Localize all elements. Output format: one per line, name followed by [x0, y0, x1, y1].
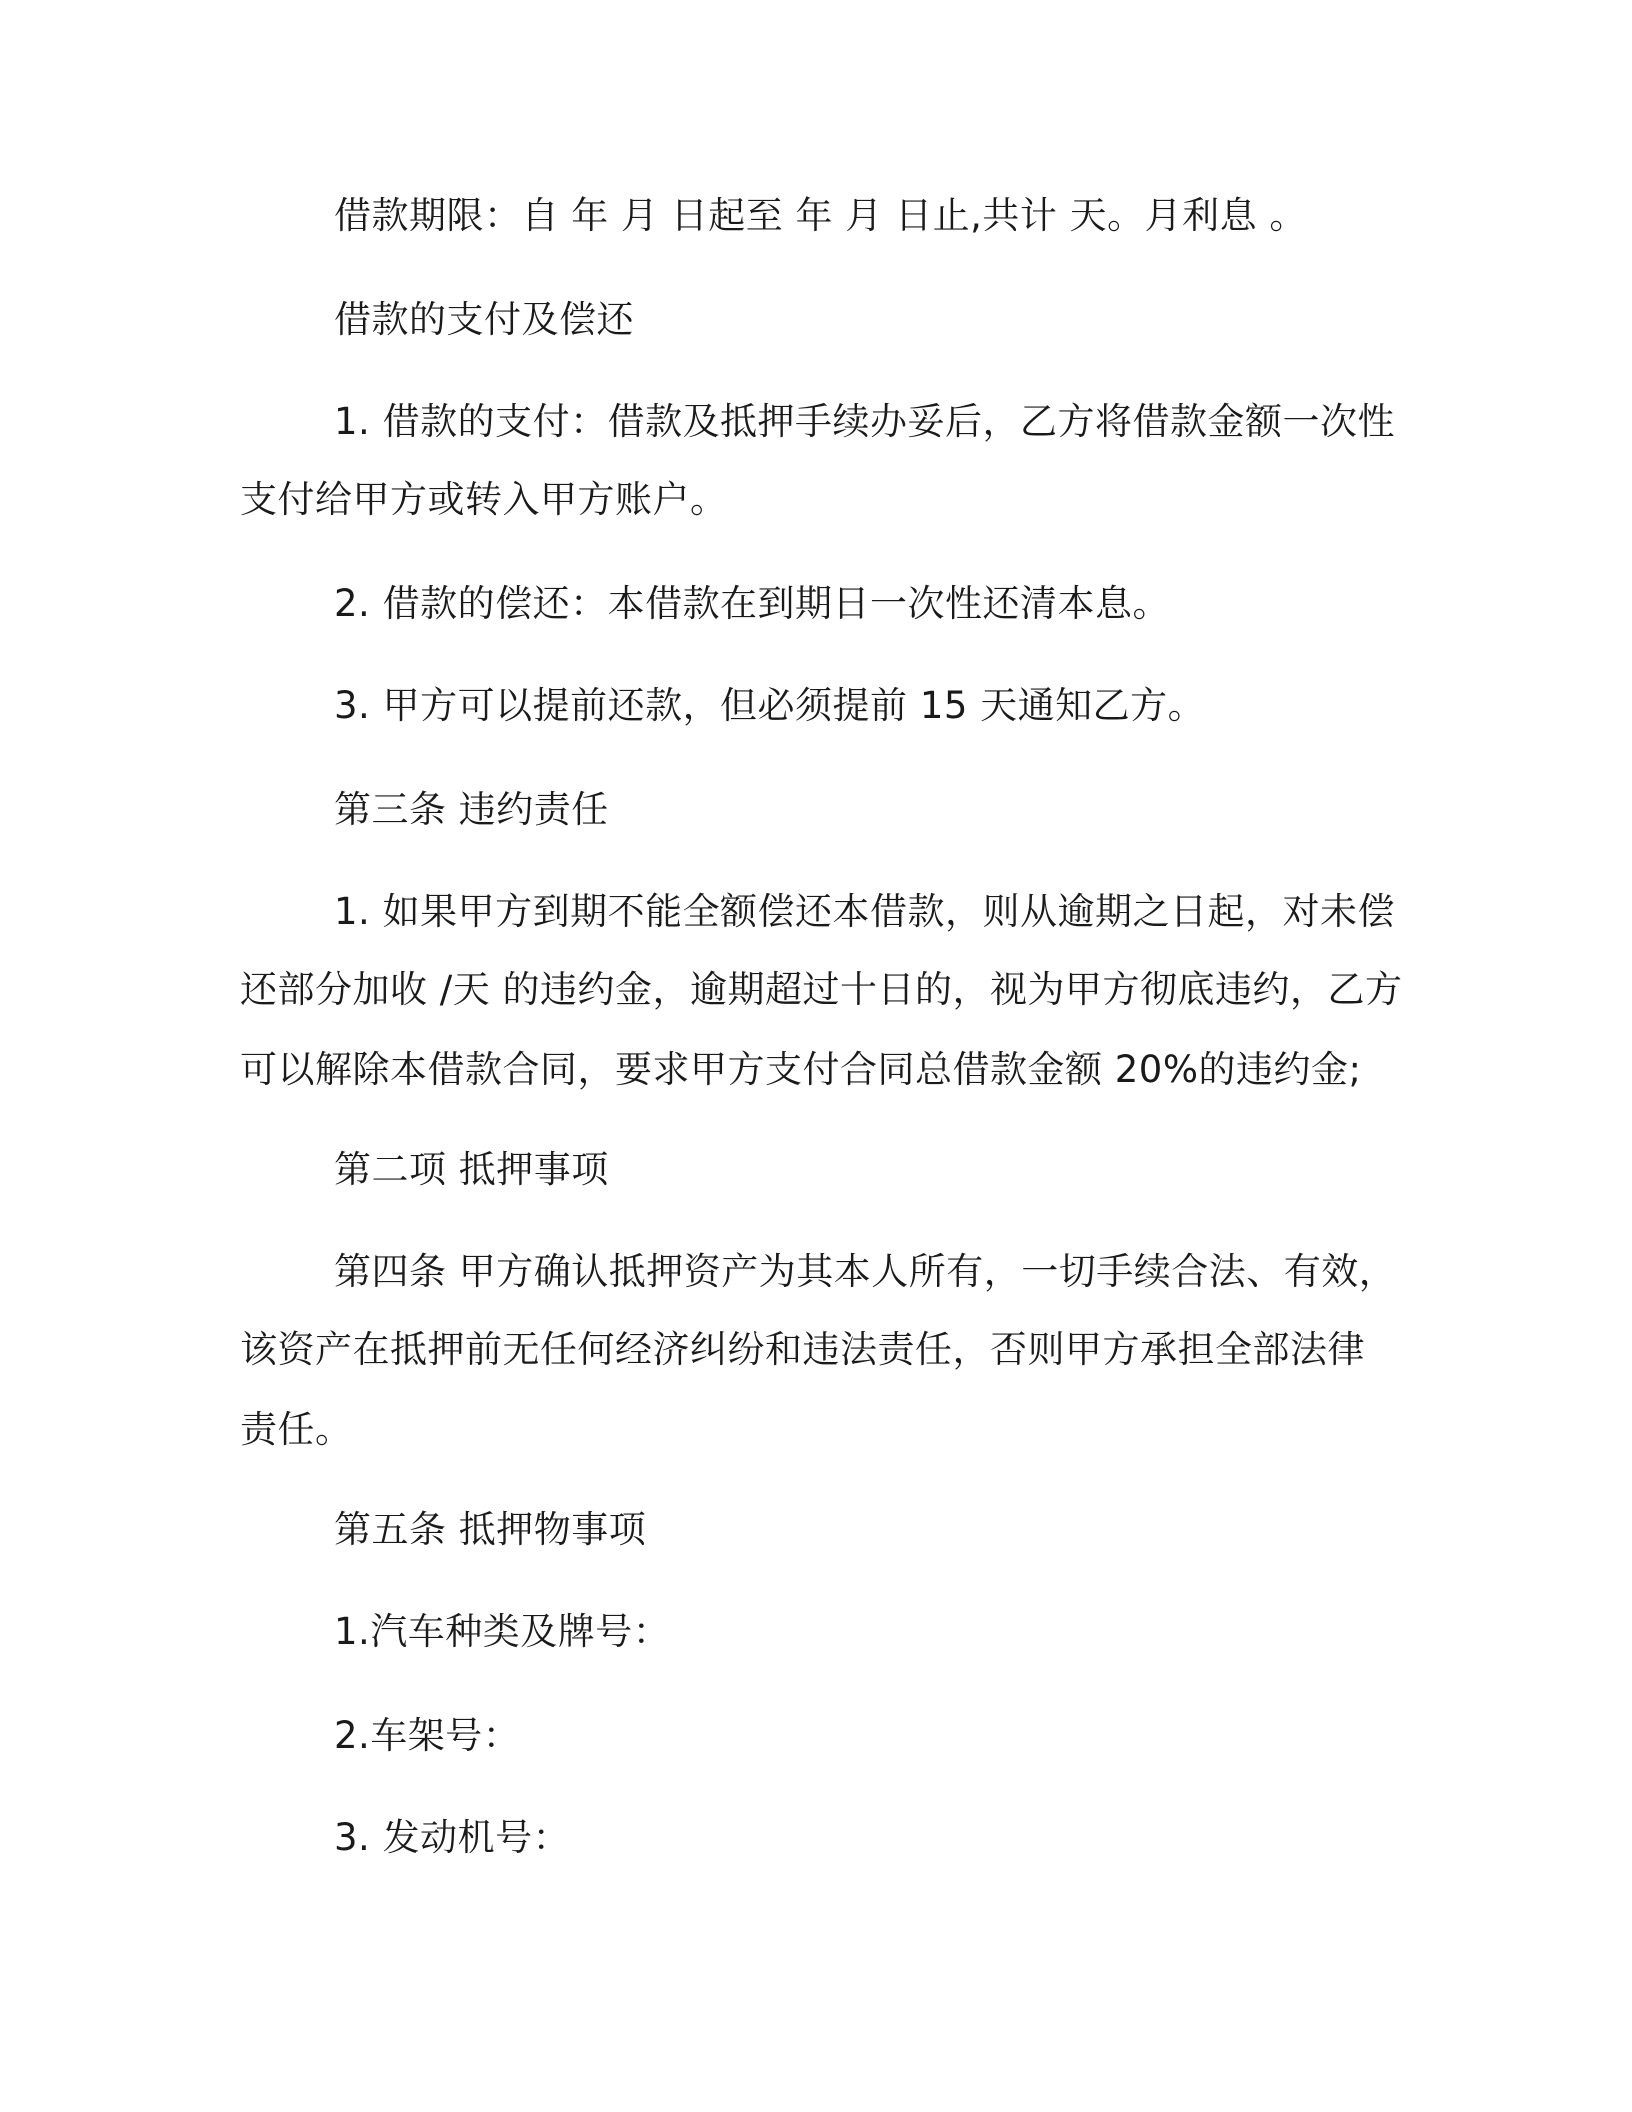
default-clause-line-2: 还部分加收 /天 的违约金，逾期超过十日的，视为甲方彻底违约，乙方 [240, 968, 1403, 1011]
early-repayment-clause: 3. 甲方可以提前还款，但必须提前 15 天通知乙方。 [334, 684, 1206, 727]
article-five-heading: 第五条 抵押物事项 [334, 1508, 647, 1551]
article-four-line-3: 责任。 [240, 1408, 353, 1451]
section-two-heading: 第二项 抵押事项 [334, 1148, 609, 1191]
payment-clause-line-1: 1. 借款的支付：借款及抵押手续办妥后，乙方将借款金额一次性 [334, 400, 1396, 443]
payment-clause-line-2: 支付给甲方或转入甲方账户。 [240, 478, 728, 521]
article-four-line-2: 该资产在抵押前无任何经济纠纷和违法责任，否则甲方承担全部法律 [240, 1328, 1365, 1371]
payment-repayment-heading: 借款的支付及偿还 [334, 298, 634, 341]
article-four-line-1: 第四条 甲方确认抵押资产为其本人所有，一切手续合法、有效， [334, 1250, 1397, 1293]
default-clause-line-3: 可以解除本借款合同，要求甲方支付合同总借款金额 20%的违约金; [240, 1048, 1362, 1091]
repayment-clause: 2. 借款的偿还：本借款在到期日一次性还清本息。 [334, 582, 1171, 625]
frame-number-field: 2.车架号： [334, 1714, 521, 1757]
loan-term-line: 借款期限：自 年 月 日起至 年 月 日止,共计 天。月利息 。 [334, 194, 1307, 237]
article-three-heading: 第三条 违约责任 [334, 788, 609, 831]
vehicle-type-plate-field: 1.汽车种类及牌号： [334, 1610, 671, 1653]
default-clause-line-1: 1. 如果甲方到期不能全额偿还本借款，则从逾期之日起，对未偿 [334, 890, 1396, 933]
engine-number-field: 3. 发动机号： [334, 1816, 571, 1859]
